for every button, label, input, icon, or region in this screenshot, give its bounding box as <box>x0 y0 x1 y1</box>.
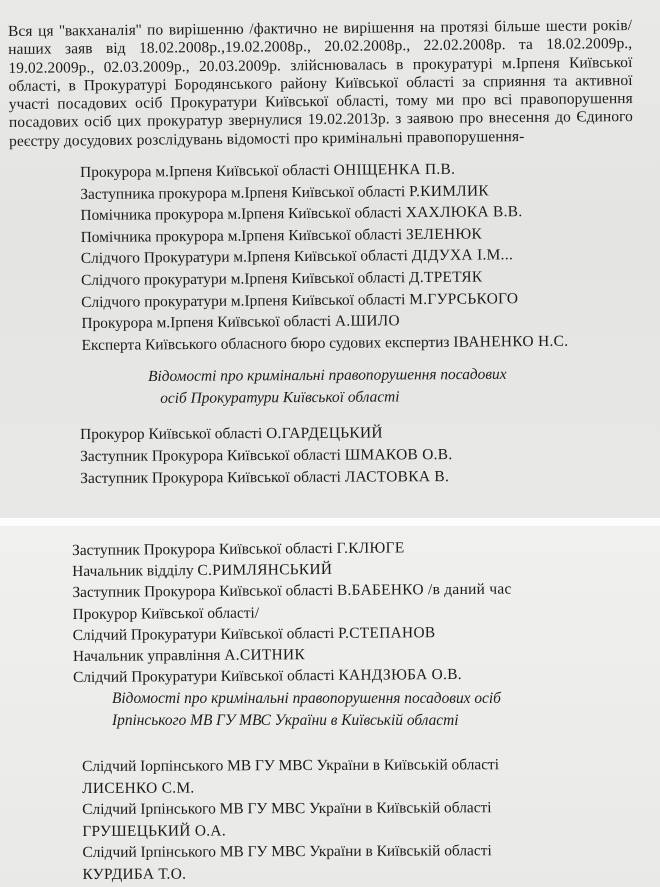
position: Помічника прокурора м.Ірпеня Київської області <box>80 204 402 225</box>
position: Слідчий Прокуратури Київської області <box>73 667 335 687</box>
person-name: ЛАСТОВКА В. <box>344 467 450 486</box>
list-item <box>82 862 499 885</box>
person-name: О.ГАРДЕЦЬКИЙ <box>266 424 383 443</box>
person-name: ІВАНЕНКО Н.С. <box>453 332 569 351</box>
person-name: Д.ТРЕТЯК <box>408 268 483 287</box>
list-item <box>82 797 499 820</box>
position: Начальник відділу <box>72 562 194 581</box>
heading-line: Ірпінського МВ ГУ МВС України в Київській області <box>112 712 459 729</box>
officials-list-irpin-prosecutor <box>80 158 568 357</box>
position: Помічника прокурора м.Ірпеня Київської області <box>80 225 403 246</box>
section-heading-regional-prosecutor <box>148 364 507 410</box>
list-item <box>82 330 569 356</box>
officials-list-regional-prosecutor-continued <box>72 537 512 689</box>
page-gap <box>0 518 660 526</box>
intro-paragraph: Вся ця ''вакханалія'' по вирішенню /фактично не вирішення на протязі більше шести років/ наших заяв від 18.02.2008р.,19.02.2008р., 20.02.2008р., 22.02.2008р. та 18.02.2009р., 19.02.2009р., 02.03.2009р., 20.03.2009р. злійснювалась в прокуратурі м.Ірпеня Київської області, в Прокуратурі Бородянського району Київської області за сприяння та активної участі посадових осіб Прокуратури Київської області, тому ми про всі правопорушення посадових осіб цих прокуратур звернулися 19.02.2013р. з заявою про внесення до Єдиного реєстру досудових розслідувань відомості про кримінальні правопорушення- <box>8 17 634 151</box>
section-heading-irpin-police <box>112 688 501 732</box>
position: Слідчий Іорпінського МВ ГУ МВС України в Київській області <box>82 756 500 775</box>
list-item <box>80 466 452 490</box>
heading-line: Відомості про кримінальні правопорушення посадових осіб <box>112 690 501 707</box>
position: Прокурор Київської області/ <box>72 604 260 623</box>
list-item <box>80 444 452 468</box>
list-item <box>82 754 499 777</box>
position: Експерта Київського обласного бюро судових експертиз <box>81 333 450 354</box>
list-item <box>81 287 568 313</box>
position: Прокурора м.Ірпеня Київської області <box>81 312 332 333</box>
position: Начальник управління <box>72 646 221 666</box>
person-name: ДІДУХА І.М... <box>411 246 514 265</box>
person-name: ЗЕЛЕНЮК <box>405 225 483 243</box>
list-item <box>82 776 499 799</box>
person-name: КАНДЗЮБА О.В. <box>338 666 462 685</box>
person-name: С.РИМЛЯНСЬКИЙ <box>197 561 333 580</box>
position: Заступник Прокурора Київської області <box>80 468 341 487</box>
position: Слідчий Ірпінського МВ ГУ МВС України в Київській області <box>82 799 492 819</box>
person-name: А.СИТНИК <box>224 646 306 664</box>
position: Заступник Прокурора Київської області <box>80 446 341 465</box>
heading-line: Відомості про кримінальні правопорушення посадових <box>148 365 507 385</box>
person-name: ШМАКОВ О.В. <box>344 445 453 464</box>
position: Заступника прокурора м.Ірпеня Київської області <box>80 182 406 203</box>
position: Слідчий Прокуратури Київської області <box>72 624 335 644</box>
position: Слідчого прокуратури м.Ірпеня Київської області <box>81 290 406 311</box>
person-name: ЛИСЕНКО С.М. <box>82 779 195 797</box>
person-name: М.ГУРСЬКОГО <box>409 289 519 308</box>
position: Прокурор Київської області <box>80 425 263 443</box>
position: Слідчого Прокуратури м.Ірпеня Київської області <box>80 247 408 268</box>
person-name: Г.КЛЮГЕ <box>336 539 405 557</box>
list-item <box>72 579 511 604</box>
person-name: КУРДИБА Т.О. <box>82 865 187 883</box>
heading-line: осіб Прокуратури Київської області <box>160 388 400 407</box>
person-name: Р.СТЕПАНОВ <box>338 623 436 642</box>
position: Прокурора м.Ірпеня Київської області <box>80 161 330 181</box>
officials-list-regional-prosecutor <box>80 422 453 489</box>
list-item <box>73 664 512 689</box>
position: Слідчого прокуратури м.Ірпеня Київської області <box>80 269 406 289</box>
list-item <box>81 244 568 270</box>
position: Заступник Прокурора Київської області <box>72 539 333 559</box>
officials-list-irpin-police <box>82 754 500 885</box>
person-name: ГРУШЕЦЬКИЙ О.А. <box>82 822 226 840</box>
position: Слідчий Ірпінського МВ ГУ МВС України в Київській області <box>82 842 492 862</box>
person-name: ХАХЛЮКА В.В. <box>405 203 523 222</box>
list-item <box>82 819 499 842</box>
list-item <box>80 422 452 446</box>
list-item <box>80 201 567 227</box>
position: Заступник Прокурора Київської області <box>72 582 334 602</box>
person-name: А.ШИЛО <box>334 312 400 330</box>
list-item <box>82 841 499 864</box>
person-name: В.БАБЕНКО /в даний час <box>336 580 512 600</box>
person-name: ОНІЩЕНКА П.В. <box>333 160 456 179</box>
person-name: Р.КИМЛИК <box>409 182 489 200</box>
